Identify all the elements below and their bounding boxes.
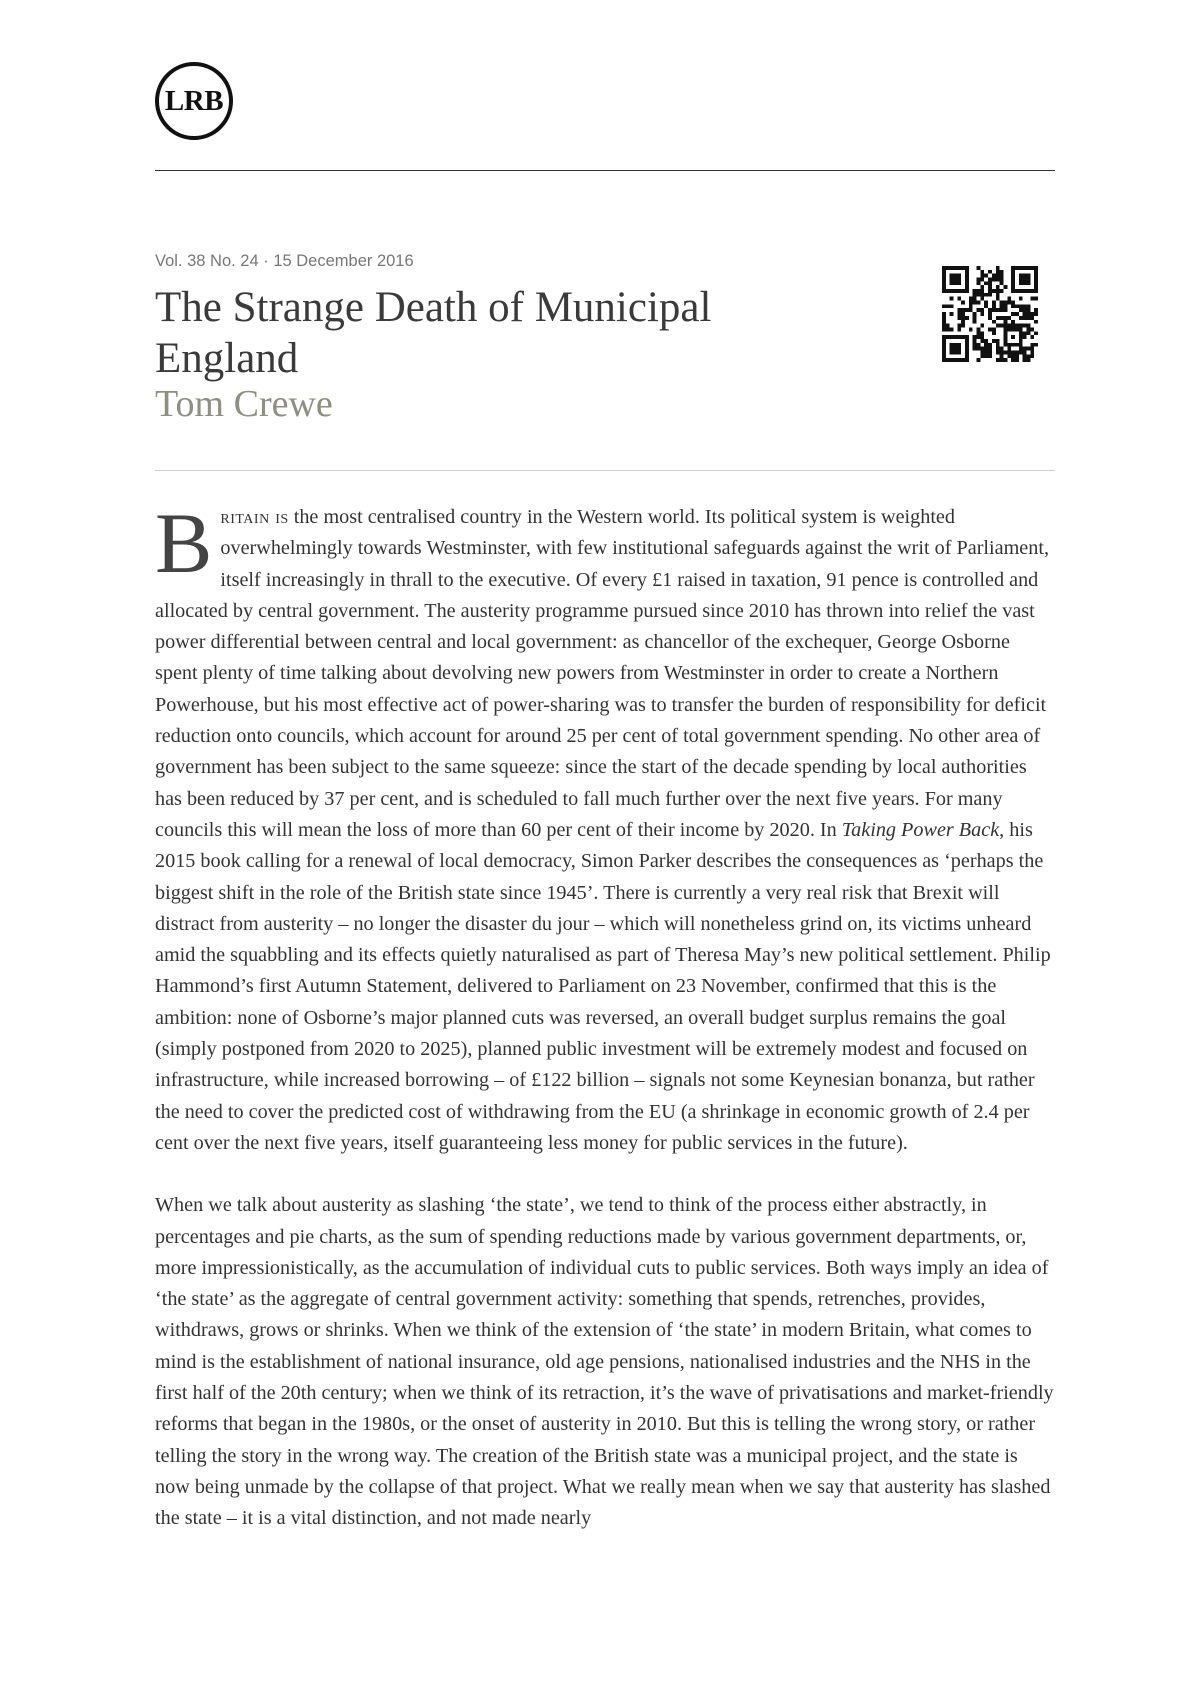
paragraph-1 <box>155 495 1057 1159</box>
article-author[interactable]: Tom Crewe <box>155 383 333 425</box>
book-title: Taking Power Back <box>841 818 1000 841</box>
article-title: The Strange Death of Municipal England <box>155 284 712 382</box>
drop-cap: B <box>155 495 213 591</box>
header-divider <box>155 170 1055 171</box>
issue-meta: Vol. 38 No. 24 · 15 December 2016 <box>155 252 414 270</box>
lrb-logo[interactable] <box>155 62 233 140</box>
qr-code-icon <box>942 266 1038 362</box>
paragraph-1-text-a: the most centralised country in the Western world. Its political system is weighted overwhelmingly towards Westminster, with few institutional safeguards against the writ of Parliament, itself increasingly in thrall to the executive. Of every £1 raised in taxation, 91 pence is controlled and allocated by central government. The austerity programme pursued since 2010 has thrown into relief the vast power differential between central and local government: as chancellor of the exchequer, George Osborne spent plenty of time talking about devolving new powers from Westminster in order to create a Northern Powerhouse, but his most effective act of power-sharing was to transfer the burden of responsibility for deficit reduction onto councils, which account for around 25 per cent of total government spending. No other area of government has been subject to the same squeeze: since the start of the decade spending by local authorities has been reduced by 37 per cent, and is scheduled to fall much further over the next five years. For many councils this will mean the loss of more than 60 per cent of their income by 2020. In <box>155 506 1050 841</box>
logo-text: LRB <box>164 84 224 117</box>
article-divider <box>155 470 1055 471</box>
paragraph-1-text-b: , his 2015 book calling for a renewal of local democracy, Simon Parker describes the consequences as ‘perhaps the biggest shift in the role of the British state since 1945’. There is currently a very real risk that Brexit will distract from austerity – no longer the disaster du jour – which will nonetheless grind on, its victims unheard amid the squabbling and its effects quietly naturalised as part of Theresa May’s new political settlement. Philip Hammond’s first Autumn Statement, delivered to Parliament on 23 November, confirmed that this is the ambition: none of Osborne’s major planned cuts was reversed, an overall budget surplus remains the goal (simply postponed from 2020 to 2025), planned public investment will be extremely modest and focused on infrastructure, while increased borrowing – of £122 billion – signals not some Keynesian bonanza, but rather the need to cover the predicted cost of withdrawing from the EU (a shrinkage in economic growth of 2.4 per cent over the next five years, itself guaranteeing less money for public services in the future). <box>155 818 1051 1154</box>
paragraph-2: When we talk about austerity as slashing ‘the state’, we tend to think of the process either abstractly, in percentages and pie charts, as the sum of spending reductions made by various government departments, or, more impressionistically, as the accumulation of individual cuts to public services. Both ways imply an idea of ‘the state’ as the aggregate of central government activity: something that spends, retrenches, provides, withdraws, grows or shrinks. When we think of the extension of ‘the state’ in modern Britain, what comes to mind is the establishment of national insurance, old age pensions, nationalised industries and the NHS in the first half of the 20th century; when we think of its retraction, it’s the wave of privatisations and market-friendly reforms that began in the 1980s, or the onset of austerity in 2010. But this is telling the wrong story, or rather telling the story in the wrong way. The creation of the British state was a municipal project, and the state is now being unmade by the collapse of that project. What we really mean when we say that austerity has slashed the state – it is a vital distinction, and not made nearly <box>155 1194 1054 1530</box>
article-body <box>155 495 1057 1566</box>
lead-in: ritain is <box>220 506 289 528</box>
